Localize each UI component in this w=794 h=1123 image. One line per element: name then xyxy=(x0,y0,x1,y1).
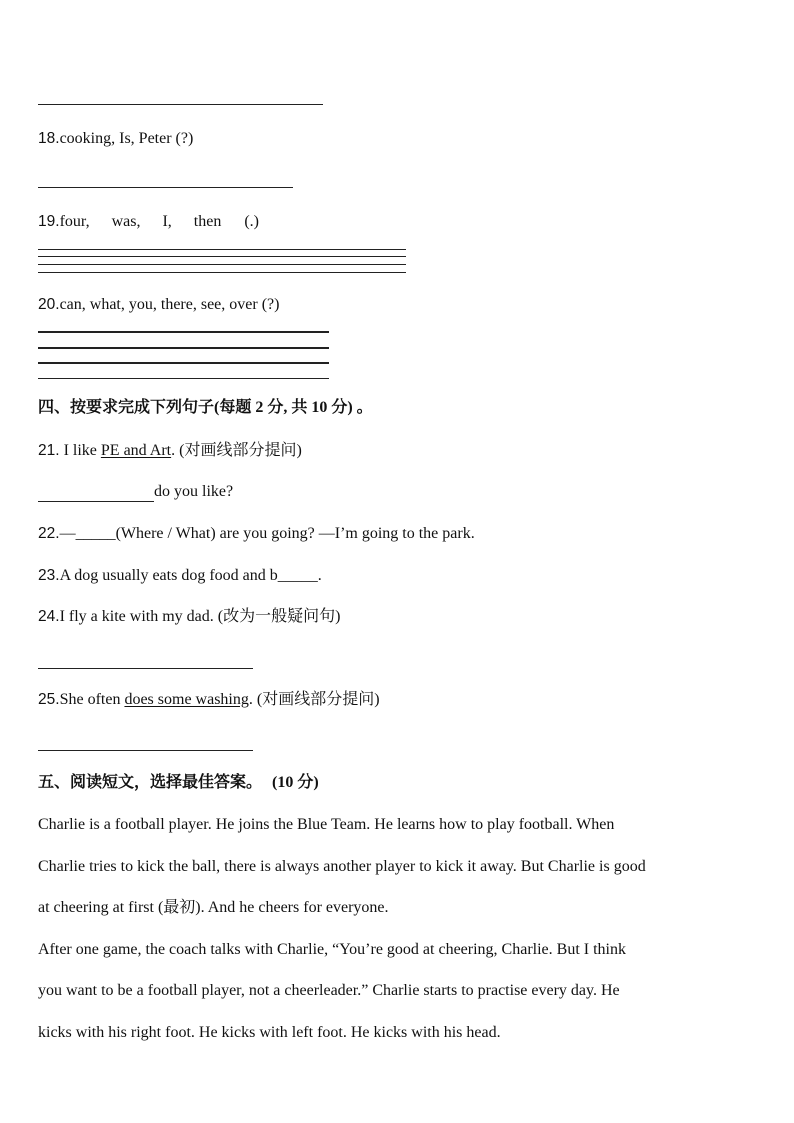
answer-line-19a[interactable] xyxy=(38,249,406,250)
answer-line-18[interactable] xyxy=(38,187,293,188)
question-text: cooking, Is, Peter (?) xyxy=(59,130,194,147)
answer-line-20a[interactable] xyxy=(38,331,329,333)
passage-line: you want to be a football player, not a cheerleader.” Charlie starts to practise every day. He xyxy=(38,982,620,999)
question-number: 24. xyxy=(38,608,60,625)
section-4-heading: 四、按要求完成下列句子(每题 2 分, 共 10 分) 。 xyxy=(38,399,373,416)
question-number: 22. xyxy=(38,525,60,542)
answer-line-19c[interactable] xyxy=(38,264,406,265)
answer-line-17[interactable] xyxy=(38,104,323,105)
question-23: 23.A dog usually eats dog food and b_____. xyxy=(38,567,322,584)
answer-line-19d[interactable] xyxy=(38,272,406,273)
question-21: 21. I like PE and Art. (对画线部分提问) xyxy=(38,442,302,459)
section-points: (10 分) xyxy=(272,774,319,791)
answer-line-20c[interactable] xyxy=(38,362,329,364)
answer-blank[interactable]: _____ xyxy=(75,525,116,542)
answer-line-20b[interactable] xyxy=(38,347,329,349)
word-5: (.) xyxy=(244,213,259,230)
question-19 xyxy=(38,212,259,232)
passage-line: Charlie tries to kick the ball, there is always another player to kick it away. But Charlie is good xyxy=(38,858,646,875)
question-number: 18. xyxy=(38,130,60,147)
answer-blank[interactable]: _____ xyxy=(277,567,318,584)
question-25: 25.She often does some washing. (对画线部分提问) xyxy=(38,691,380,708)
word-3: I, xyxy=(162,213,172,230)
word-1: four, xyxy=(59,213,90,230)
question-24: 24.I fly a kite with my dad. (改为一般疑问句) xyxy=(38,608,341,625)
question-number: 23. xyxy=(38,567,60,584)
answer-line-25[interactable] xyxy=(38,750,253,751)
question-number: 20. xyxy=(38,296,60,313)
question-number: 25. xyxy=(38,691,60,708)
question-number: 19. xyxy=(38,213,60,230)
underlined-part: PE and Art xyxy=(100,442,172,459)
word-4: then xyxy=(193,213,222,230)
answer-line-20d[interactable] xyxy=(38,378,329,379)
answer-blank[interactable] xyxy=(38,484,154,502)
answer-line-24[interactable] xyxy=(38,668,253,669)
question-20 xyxy=(38,295,279,315)
section-5-heading: 五、阅读短文，选择最佳答案。 (10 分) xyxy=(38,774,319,791)
answer-line-19b[interactable] xyxy=(38,256,406,257)
passage-line: Charlie is a football player. He joins the Blue Team. He learns how to play football. When xyxy=(38,816,615,833)
passage-line: at cheering at first (最初). And he cheers for everyone. xyxy=(38,899,389,916)
question-18 xyxy=(38,129,193,149)
question-21-answer: do you like? xyxy=(38,482,233,502)
question-text: can, what, you, there, see, over (?) xyxy=(59,296,280,313)
question-22: 22.—_____(Where / What) are you going? —I’m going to the park. xyxy=(38,525,475,542)
passage-line: kicks with his right foot. He kicks with left foot. He kicks with his head. xyxy=(38,1024,501,1041)
underlined-part: does some washing xyxy=(124,691,249,708)
word-2: was, xyxy=(111,213,141,230)
question-number: 21. xyxy=(38,442,60,459)
passage-line: After one game, the coach talks with Charlie, “You’re good at cheering, Charlie. But I think xyxy=(38,941,626,958)
